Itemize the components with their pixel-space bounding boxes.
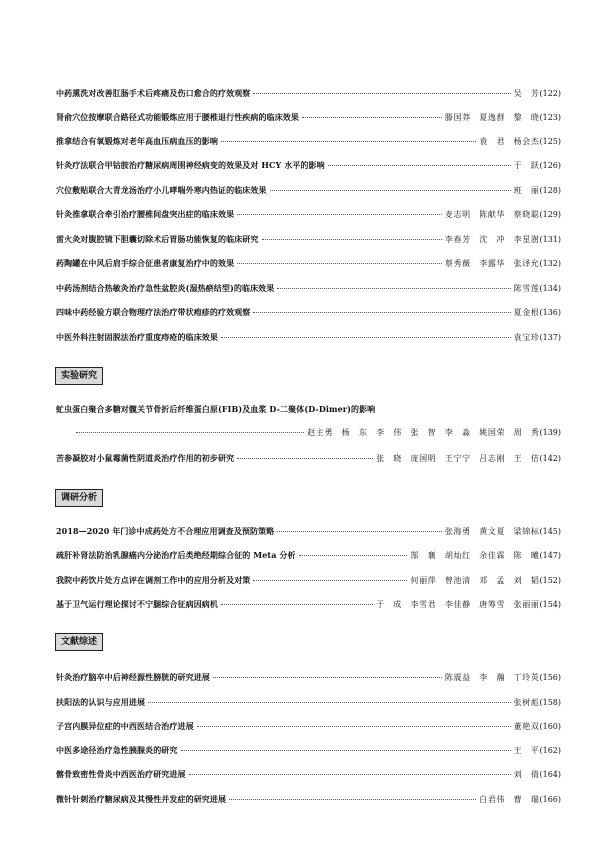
entry-page: (156)	[539, 673, 561, 682]
toc-entry[interactable]	[56, 671, 561, 684]
entry-page: (164)	[539, 770, 561, 779]
leader-dots	[277, 531, 442, 532]
leader-dots	[221, 337, 511, 338]
leader-dots	[253, 312, 510, 313]
entry-authors: 张树彪	[513, 698, 540, 707]
toc-entry[interactable]	[56, 306, 561, 319]
entry-page: (166)	[539, 795, 561, 804]
entry-authors: 吴 芳	[513, 89, 540, 98]
entry-title: 我院中药饮片处方点评在调剂工作中的应用分析及对策	[56, 575, 251, 585]
entry-authors: 滕国莽 夏逸群 黎 晓	[444, 113, 540, 122]
entry-title: 中医外科注射固脱法治疗重度痔疮的临床效果	[56, 332, 218, 342]
entry-authors: 王 平	[513, 746, 540, 755]
entry-page: (126)	[539, 161, 561, 170]
toc-entry[interactable]	[56, 744, 561, 757]
entry-title: 子宫内膜异位症的中西医结合治疗进展	[56, 721, 194, 731]
toc-entry[interactable]	[56, 452, 561, 465]
entry-title: 药陶罐在中风后肩手综合征患者康复治疗中的效果	[56, 258, 235, 268]
entry-title: 虻虫蛋白聚合多糖对髋关节骨折后纤维蛋白原(FIB)及血浆 D-二聚体(D-Dimer)的影响	[56, 404, 376, 414]
entry-page: (132)	[539, 259, 561, 268]
leader-dots	[181, 750, 511, 751]
leader-dots	[253, 93, 510, 94]
entry-page: (122)	[539, 89, 561, 98]
entry-page: (152)	[539, 576, 561, 585]
entry-authors: 袁 君 杨会杰	[479, 137, 540, 146]
entry-title: 针灸疗法联合甲钴胺治疗糖尿病周围神经病变的效果及对 HCY 水平的影响	[56, 160, 325, 170]
toc-entry[interactable]	[56, 768, 561, 781]
leader-dots	[270, 190, 511, 191]
entry-page: (131)	[539, 235, 561, 244]
entry-title: 四味中药经验方联合物理疗法治疗带状疱疹的疗效观察	[56, 307, 251, 317]
entry-page: (137)	[539, 333, 561, 342]
entry-page: (158)	[539, 698, 561, 707]
entry-title: 中药汤剂结合热敏灸治疗急性盆腔炎(湿热瘀结型)的临床效果	[56, 283, 275, 293]
section-heading-experimental: 实验研究	[55, 367, 103, 385]
entry-page: (123)	[539, 113, 561, 122]
leader-dots	[197, 726, 511, 727]
entry-authors: 蔡秀薇 李露华 张译允	[444, 259, 540, 268]
entry-authors: 袁宝珍	[513, 333, 540, 342]
entry-authors: 刘 倩	[513, 770, 540, 779]
leader-dots	[213, 677, 442, 678]
entry-authors: 张 晓 庞国明 王宁宁 吕志刚 王 佶	[376, 454, 540, 463]
section-heading-review: 文献综述	[55, 633, 103, 651]
leader-dots	[277, 288, 510, 289]
entry-authors: 陈震益 李 瀚 丁玲英	[444, 673, 540, 682]
entry-title: 雷火灸对腹腔镜下胆囊切除术后胃肠功能恢复的临床研究	[56, 234, 259, 244]
toc-entry[interactable]	[56, 257, 561, 270]
entry-page: (145)	[539, 527, 561, 536]
leader-dots	[253, 580, 407, 581]
entry-title: 2018—2020 年门诊中成药处方不合理应用调查及预防策略	[56, 526, 275, 536]
toc-entry[interactable]	[56, 184, 561, 197]
section-heading-survey: 调研分析	[55, 489, 103, 507]
entry-title: 肾俞穴位按摩联合路径式功能锻炼应用于腰椎退行性疾病的临床效果	[56, 112, 299, 122]
entry-title: 髂骨致密性骨炎中西医治疗研究进展	[56, 769, 186, 779]
entry-authors: 于 成 李雪君 李佳静 唐筹雪 张丽丽	[376, 600, 540, 609]
entry-page: (125)	[539, 137, 561, 146]
leader-dots	[76, 432, 304, 433]
entry-title: 苦参凝胶对小鼠霉菌性阴道炎治疗作用的初步研究	[56, 453, 235, 463]
entry-page: (162)	[539, 746, 561, 755]
toc-entry[interactable]	[56, 549, 561, 562]
toc-entry[interactable]	[56, 696, 561, 709]
entry-title: 中药熏洗对改善肛肠手术后疼痛及伤口愈合的疗效观察	[56, 88, 251, 98]
toc-entry[interactable]	[56, 525, 561, 538]
entry-page: (128)	[539, 186, 561, 195]
entry-title: 扶阳法的认识与应用进展	[56, 697, 146, 707]
entry-authors: 班 丽	[513, 186, 540, 195]
toc-entry[interactable]	[56, 135, 561, 148]
leader-dots	[237, 214, 442, 215]
entry-authors: 白君伟 曹 瑞	[479, 795, 540, 804]
toc-entry[interactable]	[56, 720, 561, 733]
toc-entry[interactable]	[56, 111, 561, 124]
entry-authors: 赵主勇 杨 东 李 伟 张 智 李 淼 姚国荣 周 秀	[307, 428, 540, 437]
entry-title: 中医多途径治疗急性胰腺炎的研究	[56, 745, 178, 755]
leader-dots	[328, 165, 511, 166]
leader-dots	[302, 117, 442, 118]
toc-entry[interactable]	[56, 233, 561, 246]
entry-title: 微针针刺治疗糖尿病及其慢性并发症的研究进展	[56, 794, 227, 804]
entry-authors: 于 跃	[513, 161, 540, 170]
entry-title: 基于卫气运行理论探讨不宁腿综合征病因病机	[56, 599, 218, 609]
entry-page: (129)	[539, 210, 561, 219]
leader-dots	[221, 141, 476, 142]
entry-page: (147)	[539, 551, 561, 560]
entry-authors: 张海勇 黄文夏 梁锦标	[444, 527, 540, 536]
toc-entry[interactable]	[56, 793, 561, 806]
entry-page: (160)	[539, 722, 561, 731]
entry-page: (139)	[539, 428, 561, 437]
leader-dots	[229, 799, 476, 800]
entry-page: (142)	[539, 454, 561, 463]
leader-dots	[237, 263, 442, 264]
toc-entry[interactable]	[56, 87, 561, 100]
entry-page: (154)	[539, 600, 561, 609]
entry-authors: 麦志明 陈献华 蔡晓聪	[444, 210, 540, 219]
leader-dots	[148, 702, 511, 703]
entry-authors: 李春芳 沈 冲 李星澍	[444, 235, 540, 244]
toc-entry[interactable]	[56, 331, 561, 344]
entry-authors: 夏金根	[513, 308, 540, 317]
entry-title: 疏肝补肾法防治乳腺癌内分泌治疗后类绝经期综合征的 Meta 分析	[56, 550, 296, 560]
toc-entry[interactable]	[56, 282, 561, 295]
leader-dots	[299, 555, 408, 556]
entry-authors: 何丽萍 曾池清 邓 孟 刘 韬	[410, 576, 540, 585]
entry-authors: 郜 襄 胡灿红 余佳霖 陈 曦	[410, 551, 540, 560]
leader-dots	[237, 458, 373, 459]
entry-title: 推拿结合有氧锻炼对老年高血压病血压的影响	[56, 136, 218, 146]
entry-authors: 陈雪莲	[513, 284, 540, 293]
entry-title: 针灸治疗脑卒中后神经源性膀胱的研究进展	[56, 672, 210, 682]
leader-dots	[221, 604, 373, 605]
entry-title: 针灸推拿联合牵引治疗腰椎间盘突出症的临床效果	[56, 209, 235, 219]
entry-authors: 董艳双	[513, 722, 540, 731]
toc-entry[interactable]	[56, 574, 561, 587]
toc-entry-continuation[interactable]	[76, 427, 561, 439]
toc-entry[interactable]	[56, 403, 561, 415]
entry-page: (134)	[539, 284, 561, 293]
leader-dots	[262, 239, 442, 240]
entry-page: (136)	[539, 308, 561, 317]
toc-entry[interactable]	[56, 598, 561, 611]
toc-entry[interactable]	[56, 208, 561, 221]
toc-entry[interactable]	[56, 159, 561, 172]
entry-title: 穴位敷贴联合大青龙汤治疗小儿哮喘外寒内热证的临床效果	[56, 185, 267, 195]
leader-dots	[189, 774, 511, 775]
